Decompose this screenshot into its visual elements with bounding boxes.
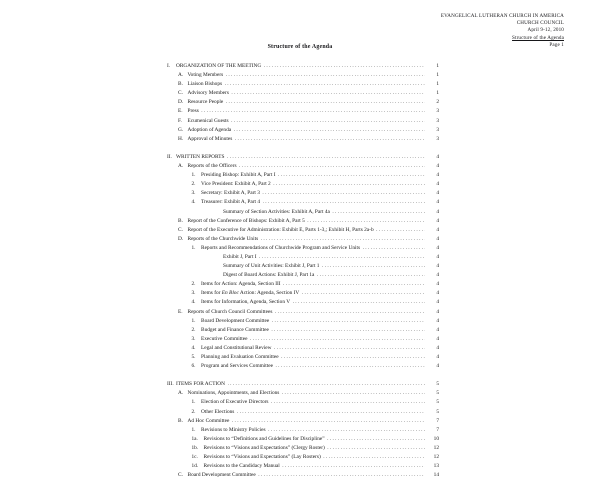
toc-entry-label: Reports of the Officers (187, 163, 237, 170)
toc-entry-page: 3 (436, 117, 439, 124)
toc-entry-number: 2. (191, 281, 196, 288)
toc-entry[interactable] (167, 353, 439, 362)
toc-entry[interactable] (167, 344, 439, 353)
toc-entry-page: 7 (436, 417, 439, 424)
toc-leader-dots (273, 180, 424, 189)
toc-leader-dots (307, 217, 424, 226)
toc-entry-number: 2. (191, 408, 196, 415)
toc-leader-dots (262, 189, 424, 198)
toc-leader-dots (332, 208, 424, 217)
toc-entry-page: 10 (433, 435, 439, 442)
toc-entry-number: G. (178, 126, 184, 133)
toc-entry-label: Resource People (187, 99, 224, 106)
toc-leader-dots (263, 198, 425, 207)
toc-entry-number: A. (178, 390, 184, 397)
toc-entry[interactable] (167, 98, 439, 107)
toc-leader-dots (226, 71, 425, 80)
toc-leader-dots (317, 271, 425, 280)
toc-entry-label: Ad Hoc Committee (187, 417, 230, 424)
toc-leader-dots (231, 117, 424, 126)
toc-leader-dots (323, 453, 424, 462)
toc-entry-label: Items for En Bloc Action: Agenda, Section IV (201, 290, 300, 297)
toc-entry-label: Exhibit J, Part I (223, 253, 257, 260)
toc-entry-page: 3 (436, 135, 439, 142)
toc-leader-dots (271, 326, 424, 335)
toc-leader-dots (281, 353, 424, 362)
toc-entry[interactable] (167, 408, 439, 417)
toc-entry-page: 1 (436, 63, 439, 69)
toc-entry[interactable] (167, 217, 439, 226)
toc-entry-number: 3. (191, 335, 196, 342)
toc-entry-label: ORGANIZATION OF THE MEETING (176, 63, 262, 69)
toc-entry-page: 4 (436, 272, 439, 279)
toc-entry-number: A. (178, 72, 184, 79)
toc-entry-label: Legal and Constitutional Review (201, 344, 272, 351)
toc-entry-number: 4. (191, 344, 196, 351)
toc-entry-number: 3. (191, 290, 196, 297)
toc-entry[interactable] (167, 235, 439, 244)
toc-leader-dots (282, 389, 425, 398)
toc-entry[interactable] (167, 471, 439, 480)
toc-entry-label: Revisions to the Candidacy Manual (203, 463, 280, 470)
toc-entry-number: A. (178, 163, 184, 170)
toc-entry-number: C. (178, 226, 183, 233)
toc-entry-label: Ecumenical Guests (187, 117, 229, 124)
toc-entry-label: Digest of Board Actions: Exhibit J, Part 1a (223, 272, 315, 279)
toc-entry-label: Report of the Executive for Administration: Exhibit E, Parts 1-3,; Exhibit H, Parts 2a-b (187, 226, 374, 233)
header-organization: EVANGELICAL LUTHERAN CHURCH IN AMERICA (440, 13, 564, 19)
toc-leader-dots (293, 298, 425, 307)
toc-entry-page: 13 (433, 463, 439, 470)
toc-entry-page: 4 (436, 199, 439, 206)
toc-entry[interactable] (167, 62, 439, 71)
toc-entry-page: 4 (436, 326, 439, 333)
toc-entry-label: Budget and Finance Committee (201, 326, 269, 333)
toc-entry[interactable] (167, 208, 439, 217)
toc-entry-page: 4 (436, 163, 439, 170)
toc-entry-label: Other Elections (201, 408, 235, 415)
toc-entry[interactable] (167, 380, 439, 389)
toc-leader-dots (275, 362, 424, 371)
toc-entry-label: Revisions to “Definitions and Guidelines for Discipline” (203, 435, 325, 442)
toc-entry[interactable] (167, 271, 439, 280)
toc-entry-label: Nominations, Appointments, and Elections (187, 390, 280, 397)
toc-leader-dots (225, 80, 425, 89)
toc-entry-number: 1a. (191, 435, 198, 442)
toc-leader-dots (327, 444, 424, 453)
toc-leader-dots (302, 289, 425, 298)
toc-entry[interactable] (167, 135, 439, 144)
toc-entry-page: 12 (433, 454, 439, 461)
toc-entry-label: Report of the Conference of Bishops: Exhibit A, Part 5 (187, 217, 305, 224)
toc-entry[interactable] (167, 126, 439, 135)
toc-entry-number: C. (178, 90, 183, 97)
toc-entry[interactable] (167, 80, 439, 89)
toc-entry[interactable] (167, 298, 439, 307)
toc-entry-label: Press (187, 108, 199, 115)
toc-entry-number: 4. (191, 199, 196, 206)
toc-leader-dots (272, 317, 425, 326)
toc-entry-number: 1. (191, 172, 196, 179)
toc-entry-page: 4 (436, 363, 439, 370)
toc-leader-dots (283, 280, 424, 289)
toc-entry-page: 4 (436, 226, 439, 233)
toc-entry[interactable] (167, 244, 439, 253)
toc-entry-page: 4 (436, 235, 439, 242)
toc-entry-page: 5 (436, 399, 439, 406)
toc-leader-dots (282, 462, 424, 471)
toc-entry[interactable] (167, 280, 439, 289)
toc-entry-page: 1 (436, 81, 439, 88)
toc-entry-page: 12 (433, 444, 439, 451)
toc-entry-number: D. (178, 235, 184, 242)
toc-entry-label: Items for Information, Agenda, Section V (201, 299, 291, 306)
toc-entry[interactable] (167, 198, 439, 207)
toc-entry-label: Summary of Section Activities: Exhibit A, Part 4a (223, 208, 330, 215)
toc-entry[interactable] (167, 117, 439, 126)
toc-entry[interactable] (167, 162, 439, 171)
toc-entry-page: 4 (436, 217, 439, 224)
toc-entry[interactable] (167, 153, 439, 162)
toc-entry-page: 2 (436, 99, 439, 106)
toc-leader-dots (201, 107, 424, 116)
toc-entry-number: F. (178, 117, 182, 124)
toc-entry-page: 4 (436, 299, 439, 306)
toc-entry[interactable] (167, 289, 439, 298)
toc-entry[interactable] (167, 444, 439, 453)
toc-entry[interactable] (167, 180, 439, 189)
toc-leader-dots (258, 471, 424, 480)
toc-entry-page: 1 (436, 72, 439, 79)
toc-leader-dots (228, 380, 425, 389)
toc-entry-label: Voting Members (187, 72, 224, 79)
toc-entry-page: 4 (436, 354, 439, 360)
toc-entry-page: 3 (436, 126, 439, 133)
toc-leader-dots (232, 417, 425, 426)
toc-entry-page: 1 (436, 90, 439, 97)
toc-entry-number: 6. (191, 363, 196, 370)
toc-entry-label: Board Development Committee (187, 472, 256, 479)
toc-entry[interactable] (167, 189, 439, 198)
toc-leader-dots (235, 135, 425, 144)
toc-spacer (167, 371, 439, 380)
toc-entry-page: 4 (436, 190, 439, 197)
toc-entry-page: 3 (436, 108, 439, 115)
toc-leader-dots (274, 344, 425, 353)
toc-entry[interactable] (167, 362, 439, 371)
toc-entry-label: Reports of the Churchwide Units (187, 235, 259, 242)
toc-entry-number: 1c. (191, 454, 198, 461)
toc-entry-number: III. (167, 381, 174, 388)
toc-entry-label: Program and Services Committee (201, 363, 273, 370)
toc-entry[interactable] (167, 262, 439, 271)
toc-leader-dots (268, 426, 424, 435)
toc-entry-page: 4 (436, 281, 439, 288)
toc-entry-label: Liaison Bishops (187, 81, 223, 88)
toc-entry-number: 2. (191, 326, 196, 333)
toc-leader-dots (322, 262, 425, 271)
toc-entry-label: Revisions to Ministry Policies (201, 426, 266, 433)
toc-leader-dots (278, 171, 424, 180)
toc-entry-number: 5. (191, 354, 196, 360)
toc-entry-page: 4 (436, 172, 439, 179)
toc-entry[interactable] (167, 335, 439, 344)
toc-entry[interactable] (167, 435, 439, 444)
toc-entry-page: 4 (436, 153, 439, 160)
toc-entry-label: Executive Committee (201, 335, 248, 342)
toc-entry-page: 4 (436, 308, 439, 315)
toc-entry-page: 4 (436, 335, 439, 342)
toc-entry-page: 5 (436, 390, 439, 397)
toc-entry[interactable] (167, 389, 439, 398)
toc-entry-label: Items for Action: Agenda, Section III (201, 281, 281, 288)
toc-entry-number: B. (178, 417, 183, 424)
toc-entry-label: Reports of Church Council Committees (187, 308, 273, 315)
toc-leader-dots (239, 162, 424, 171)
toc-entry-label: Revisions to “Visions and Expectations” (Clergy Roster) (203, 444, 325, 451)
toc-entry-number: E. (178, 108, 183, 115)
toc-leader-dots (264, 62, 425, 71)
toc-entry[interactable] (167, 226, 439, 235)
toc-entry-number: D. (178, 99, 184, 106)
toc-entry-label: Board Development Committee (201, 317, 270, 324)
header-document-title: Structure of the Agenda (512, 34, 564, 41)
toc-entry[interactable] (167, 326, 439, 335)
toc-entry-page: 5 (436, 408, 439, 415)
toc-entry-label: Planning and Evaluation Committee (201, 354, 279, 360)
header-date: April 9-12, 2010 (527, 27, 564, 34)
toc-entry[interactable] (167, 171, 439, 180)
toc-entry[interactable] (167, 317, 439, 326)
toc-entry-label: Adoption of Agenda (187, 126, 232, 133)
toc-entry-label: Presiding Bishop: Exhibit A, Part I (201, 172, 276, 179)
toc-entry-page: 7 (436, 426, 439, 433)
toc-entry[interactable] (167, 308, 439, 317)
toc-entry[interactable] (167, 417, 439, 426)
page-title: Structure of the Agenda (267, 44, 333, 50)
toc-spacer (167, 144, 439, 153)
toc-leader-dots (234, 126, 425, 135)
toc-leader-dots (259, 253, 424, 262)
toc-leader-dots (376, 226, 424, 235)
toc-entry-number: E. (178, 308, 183, 315)
toc-entry[interactable] (167, 253, 439, 262)
toc-entry-number: 1. (191, 426, 196, 433)
toc-entry-page: 4 (436, 317, 439, 324)
toc-entry-label: Reports and Recommendations of Churchwide Program and Service Units (201, 244, 361, 251)
toc-entry-label: Revisions to “Visions and Expectations” (Lay Rosters) (203, 454, 321, 461)
toc-leader-dots (327, 435, 424, 444)
toc-entry-label: Advisory Members (187, 90, 229, 97)
toc-leader-dots (363, 244, 425, 253)
toc-entry[interactable] (167, 89, 439, 98)
toc-leader-dots (275, 308, 425, 317)
toc-entry-page: 4 (436, 181, 439, 188)
toc-entry-number: C. (178, 472, 183, 479)
toc-entry-page: 5 (436, 381, 439, 388)
toc-entry-page: 4 (436, 290, 439, 297)
toc-entry-page: 4 (436, 208, 439, 215)
toc-entry-page: 4 (436, 244, 439, 251)
toc-entry-number: 2. (191, 181, 196, 188)
toc-entry[interactable] (167, 71, 439, 80)
toc-entry-page: 4 (436, 344, 439, 351)
toc-entry-number: 1d. (191, 463, 199, 470)
toc-leader-dots (226, 98, 425, 107)
toc-entry-number: H. (178, 135, 184, 142)
toc-leader-dots (231, 89, 424, 98)
toc-entry-label: Approval of Minutes (187, 135, 233, 142)
toc-entry-number: 1. (191, 399, 196, 406)
toc-entry-label: WRITTEN REPORTS (176, 153, 225, 160)
toc-entry-number: 1. (191, 244, 196, 251)
toc-entry-label: Vice President: Exhibit A, Part 2 (201, 181, 271, 188)
toc-entry-label: ITEMS FOR ACTION (176, 381, 225, 388)
toc-entry[interactable] (167, 107, 439, 116)
toc-leader-dots (237, 408, 425, 417)
toc-entry-label: Summary of Unit Activities: Exhibit J, Part 1 (223, 263, 320, 270)
toc-entry-number: B. (178, 217, 183, 224)
toc-entry-number: 1. (191, 317, 196, 324)
header-body: CHURCH COUNCIL (516, 20, 564, 27)
toc-entry-number: 3. (191, 190, 196, 197)
toc-entry[interactable] (167, 462, 439, 471)
toc-entry-page: 4 (436, 263, 439, 270)
toc-entry-label: Secretary: Exhibit A, Part 3 (201, 190, 260, 197)
toc-leader-dots (261, 235, 425, 244)
toc-entry-number: 1b. (191, 444, 199, 451)
toc-entry[interactable] (167, 453, 439, 462)
toc-leader-dots (227, 153, 424, 162)
toc-entry-number: 4. (191, 299, 196, 306)
toc-entry-label: Election of Executive Directors (201, 399, 269, 406)
toc-entry[interactable] (167, 426, 439, 435)
toc-entry-page: 4 (436, 253, 439, 260)
toc-entry-page: 14 (433, 472, 439, 479)
toc-entry-number: I. (167, 63, 171, 69)
table-of-contents (167, 62, 439, 480)
toc-entry-number: B. (178, 81, 183, 88)
toc-entry-number: II. (167, 153, 172, 160)
toc-leader-dots (250, 335, 425, 344)
toc-entry-label: Treasurer: Exhibit A, Part 4 (201, 199, 261, 206)
header-page-number: Page 1 (549, 41, 564, 48)
